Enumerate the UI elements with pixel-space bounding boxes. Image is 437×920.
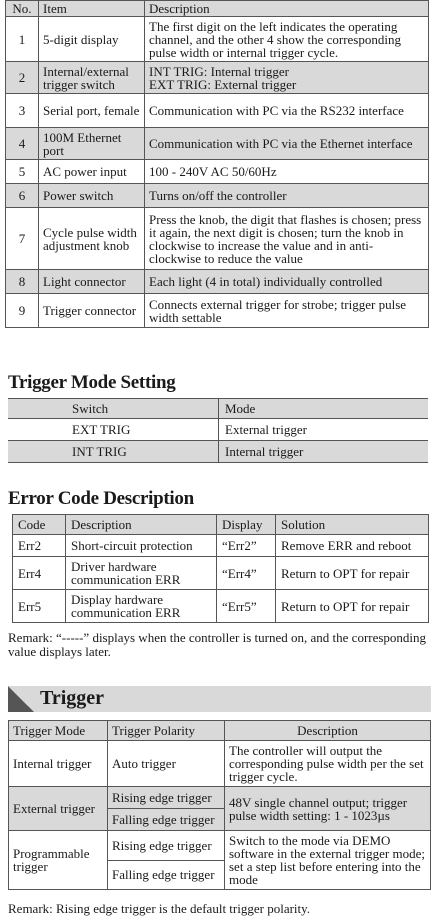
table-row [13, 590, 429, 623]
row-item: 100M Ethernet port [39, 128, 145, 160]
row-description: Each light (4 in total) individually controlled [145, 270, 429, 294]
section-title-error-code: Error Code Description [8, 488, 194, 509]
trigger-mode-table [8, 398, 428, 463]
table-row [13, 535, 429, 557]
row-no: 6 [6, 184, 39, 208]
row-description: Connects external trigger for strobe; trigger pulse width settable [145, 294, 429, 328]
header-item: Item [39, 1, 145, 17]
row-no: 7 [6, 208, 39, 270]
row-description: The first digit on the left indicates the operating channel, and the other 4 show the corresponding pulse width or internal trigger cycle. [145, 17, 429, 62]
row-mode: Internal trigger [219, 441, 429, 463]
table-row [6, 184, 429, 208]
row-item: Light connector [39, 270, 145, 294]
section-title-trigger-mode: Trigger Mode Setting [8, 372, 176, 393]
error-remark: Remark: “-----” displays when the controller is turned on, and the corresponding value displays later. [8, 630, 427, 659]
row-display: “Err2” [217, 535, 276, 557]
table-row [6, 62, 429, 94]
row-description: Display hardware communication ERR [66, 590, 217, 623]
row-item: Internal/external trigger switch [39, 62, 145, 94]
row-no: 8 [6, 270, 39, 294]
error-code-table [12, 514, 429, 623]
trigger-table [8, 720, 431, 890]
table-row [6, 270, 429, 294]
trigger-section-banner [8, 686, 431, 712]
section-title-trigger: Trigger [40, 687, 105, 709]
desc-line: EXT TRIG: External trigger [149, 76, 297, 92]
row-item: Power switch [39, 184, 145, 208]
row-item: AC power input [39, 160, 145, 184]
header-mode: Mode [219, 399, 429, 419]
row-switch: EXT TRIG [8, 419, 219, 441]
row-no: 9 [6, 294, 39, 328]
table-row [9, 741, 431, 787]
row-description: Switch to the mode via DEMO software in the external trigger mode; set a step list before entering into the mode [225, 831, 431, 890]
header-description: Description [145, 1, 429, 17]
row-code: Err4 [13, 557, 66, 590]
row-solution: Return to OPT for repair [276, 557, 429, 590]
table-row [6, 94, 429, 128]
table-row [6, 17, 429, 62]
row-polarity: Auto trigger [108, 741, 225, 787]
table-row [6, 294, 429, 328]
row-code: Err5 [13, 590, 66, 623]
row-item: Trigger connector [39, 294, 145, 328]
row-description: The controller will output the corresponding pulse width per the set trigger cycle. [225, 741, 431, 787]
row-polarity: Rising edge trigger [108, 787, 225, 809]
table-header-row [13, 515, 429, 535]
row-solution: Remove ERR and reboot [276, 535, 429, 557]
row-mode: Programmable trigger [9, 831, 108, 890]
header-description: Description [225, 721, 431, 741]
row-description: Driver hardware communication ERR [66, 557, 217, 590]
row-item: Cycle pulse width adjustment knob [39, 208, 145, 270]
row-no: 1 [6, 17, 39, 62]
trigger-remark: Remark: Rising edge trigger is the default trigger polarity. [8, 901, 311, 916]
row-description: 100 - 240V AC 50/60Hz [145, 160, 429, 184]
row-description: Press the knob, the digit that flashes is chosen; press it again, the next digit is chosen; turn the knob in clockwise to increase the value and in anti-clockwise to reduce the value [145, 208, 429, 270]
item-description-table [5, 0, 429, 328]
row-description: Short-circuit protection [66, 535, 217, 557]
table-row [6, 128, 429, 160]
row-item: Serial port, female [39, 94, 145, 128]
row-item: 5-digit display [39, 17, 145, 62]
table-header-row [6, 1, 429, 17]
header-solution: Solution [276, 515, 429, 535]
table-row [8, 441, 428, 463]
table-row [8, 419, 428, 441]
table-row [9, 787, 431, 809]
row-polarity: Rising edge trigger [108, 831, 225, 861]
table-header-row [8, 399, 428, 419]
header-trigger-polarity: Trigger Polarity [108, 721, 225, 741]
row-no: 3 [6, 94, 39, 128]
row-solution: Return to OPT for repair [276, 590, 429, 623]
row-description: 48V single channel output; trigger pulse width setting: 1 - 1023µs [225, 787, 431, 831]
row-mode: External trigger [9, 787, 108, 831]
row-no: 2 [6, 62, 39, 94]
row-switch: INT TRIG [8, 441, 219, 463]
row-polarity: Falling edge trigger [108, 860, 225, 890]
table-row [6, 160, 429, 184]
row-mode: External trigger [219, 419, 429, 441]
table-header-row [9, 721, 431, 741]
header-switch: Switch [8, 399, 219, 419]
row-description: Communication with PC via the Ethernet interface [145, 128, 429, 160]
banner-corner-notch [8, 686, 28, 706]
table-row [6, 208, 429, 270]
table-row [9, 831, 431, 861]
desc-line: INT TRIG: Internal trigger [149, 63, 289, 79]
table-row [13, 557, 429, 590]
row-polarity: Falling edge trigger [108, 809, 225, 831]
row-description: Communication with PC via the RS232 interface [145, 94, 429, 128]
row-description: Turns on/off the controller [145, 184, 429, 208]
row-no: 4 [6, 128, 39, 160]
header-description: Description [66, 515, 217, 535]
header-display: Display [217, 515, 276, 535]
row-display: “Err4” [217, 557, 276, 590]
row-no: 5 [6, 160, 39, 184]
row-display: “Err5” [217, 590, 276, 623]
header-no: No. [6, 1, 39, 17]
row-description [145, 62, 429, 94]
header-trigger-mode: Trigger Mode [9, 721, 108, 741]
header-code: Code [13, 515, 66, 535]
row-mode: Internal trigger [9, 741, 108, 787]
row-code: Err2 [13, 535, 66, 557]
